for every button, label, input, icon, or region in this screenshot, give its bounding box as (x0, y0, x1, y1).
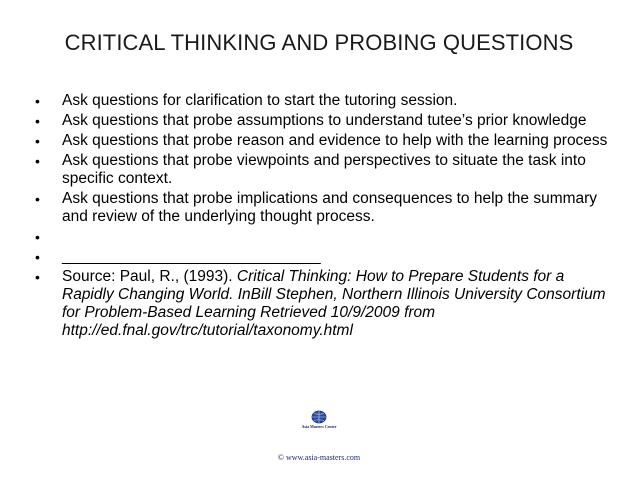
bullet-item (35, 132, 610, 150)
bullet-list (35, 92, 610, 342)
bullet-item-source (35, 268, 610, 340)
bullet-item (35, 112, 610, 130)
bullet-marker: • (35, 93, 40, 109)
slide-title: CRITICAL THINKING AND PROBING QUESTIONS (64, 30, 574, 55)
bullet-marker: • (35, 113, 40, 129)
bullet-text: Ask questions that probe assumptions to understand tutee’s prior knowledge (62, 112, 587, 129)
bullet-item-empty (35, 228, 610, 246)
bullet-item-divider (35, 248, 610, 266)
bullet-item (35, 152, 610, 188)
source-prefix: Source: Paul, R., (1993). (62, 268, 237, 285)
bullet-marker: • (35, 133, 40, 149)
bullet-item (35, 190, 610, 226)
globe-logo-icon (311, 410, 327, 424)
bullet-marker: • (35, 269, 40, 285)
bullet-item (35, 92, 610, 110)
footer-url: © www.asia-masters.com (277, 453, 361, 462)
bullet-text: Ask questions for clarification to start the tutoring session. (62, 92, 458, 109)
bullet-marker: • (35, 249, 40, 265)
bullet-marker: • (35, 229, 40, 245)
bullet-marker: • (35, 191, 40, 207)
source-citation: Critical Thinking: How to Prepare Students for a Rapidly Changing World. InBill Stephen, Northern Illinois University Consortium for Problem-Based Learning Retrieved 10/9/2009 from http://ed.fnal.gov/trc/tutorial/taxonomy.html (62, 268, 606, 339)
logo-text: Asia Masters Center (301, 424, 337, 429)
bullet-text: Ask questions that probe reason and evidence to help with the learning process (62, 132, 608, 149)
divider-line: ______________________________ (62, 248, 321, 265)
logo (288, 410, 350, 450)
bullet-marker: • (35, 153, 40, 169)
bullet-text: Ask questions that probe implications and consequences to help the summary and review of the underlying thought process. (62, 190, 598, 225)
bullet-text: Ask questions that probe viewpoints and perspectives to situate the task into specific context. (62, 152, 586, 187)
